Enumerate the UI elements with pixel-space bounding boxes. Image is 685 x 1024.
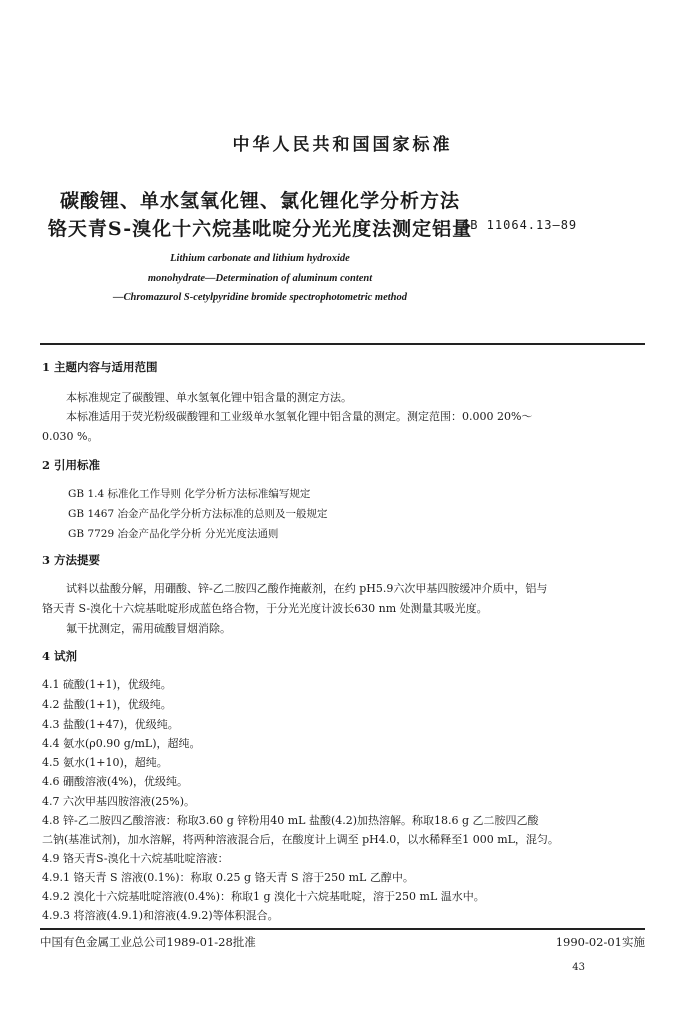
section-4-heading: 4 试剂: [42, 649, 78, 663]
section-3-paragraph-1: 试料以盐酸分解，用硼酸、锌-乙二胺四乙酸作掩蔽剂，在约 pH5.9六次甲基四胺缓冲介质中，铝与: [66, 582, 548, 595]
reference-item: GB 1.4 标准化工作导则 化学分析方法标准编写规定: [68, 488, 311, 500]
national-standard-heading: 中华人民共和国国家标准: [232, 135, 453, 155]
reagent-item: 4.6 硼酸溶液(4%)，优级纯。: [42, 775, 189, 788]
reagent-item: 4.8 锌-乙二胺四乙酸溶液：称取3.60 g 锌粉用40 mL 盐酸(4.2)加热溶解。称取18.6 g 乙二胺四乙酸: [42, 814, 539, 827]
section-1-paragraph-2: 本标准适用于荧光粉级碳酸锂和工业级单水氢氧化锂中铝含量的测定。测定范围：0.000 20%～: [66, 410, 533, 423]
reagent-item: 4.9 铬天青S-溴化十六烷基吡啶溶液：: [42, 852, 229, 865]
reagent-subitem: 4.9.1 铬天青 S 溶液(0.1%)：称取 0.25 g 铬天青 S 溶于250 mL 乙醇中。: [42, 871, 414, 884]
reagent-item: 4.7 六次甲基四胺溶液(25%)。: [42, 795, 196, 808]
section-3-heading: 3 方法提要: [42, 553, 101, 567]
page-number: 43: [572, 962, 585, 973]
section-1-paragraph-2-continued: 0.030 %。: [42, 430, 99, 443]
implementation-date: 1990-02-01实施: [555, 935, 645, 949]
reagent-item: 4.3 盐酸(1+47)，优级纯。: [42, 718, 179, 731]
title-line-1: 碳酸锂、单水氢氧化锂、氯化锂化学分析方法: [59, 190, 460, 212]
section-1-heading: 1 主题内容与适用范围: [42, 360, 158, 374]
section-1-paragraph-1: 本标准规定了碳酸锂、单水氢氧化锂中铝含量的测定方法。: [66, 391, 352, 404]
section-3-paragraph-1-continued: 铬天青 S-溴化十六烷基吡啶形成蓝色络合物，于分光光度计波长630 nm 处测量其吸光度。: [42, 602, 488, 615]
reagent-subitem: 4.9.3 将溶液(4.9.1)和溶液(4.9.2)等体积混合。: [42, 909, 279, 922]
english-title-line-3: —Chromazurol S-cetylpyridine bromide spectrophotometric method: [113, 292, 407, 303]
english-title-line-1: Lithium carbonate and lithium hydroxide: [170, 253, 350, 264]
reagent-item: 4.5 氨水(1+10)，超纯。: [42, 756, 168, 769]
approval-note: 中国有色金属工业总公司1989-01-28批准: [40, 935, 256, 949]
reference-item: GB 7729 冶金产品化学分析 分光光度法通则: [68, 528, 279, 540]
reference-item: GB 1467 冶金产品化学分析方法标准的总则及一般规定: [68, 508, 328, 520]
reagent-item: 4.4 氨水(ρ0.90 g/mL)，超纯。: [42, 737, 201, 750]
standard-number: GB 11064.13—89: [462, 218, 578, 232]
reagent-item: 4.1 硫酸(1+1)，优级纯。: [42, 678, 172, 691]
section-3-paragraph-2: 氟干扰测定，需用硫酸冒烟消除。: [66, 622, 231, 635]
title-line-2: 铬天青S-溴化十六烷基吡啶分光光度法测定铝量: [47, 218, 473, 240]
reagent-item: 4.2 盐酸(1+1)，优级纯。: [42, 698, 172, 711]
bottom-divider: [40, 928, 645, 930]
english-title-line-2: monohydrate—Determination of aluminum content: [147, 273, 373, 284]
section-2-heading: 2 引用标准: [42, 458, 101, 472]
reagent-subitem: 4.9.2 溴化十六烷基吡啶溶液(0.4%)：称取1 g 溴化十六烷基吡啶，溶于250 mL 温水中。: [42, 890, 485, 903]
top-divider: [40, 343, 645, 345]
reagent-item-continued: 二钠(基准试剂)，加水溶解，将两种溶液混合后，在酸度计上调至 pH4.0，以水稀释至1 000 mL，混匀。: [42, 833, 559, 846]
